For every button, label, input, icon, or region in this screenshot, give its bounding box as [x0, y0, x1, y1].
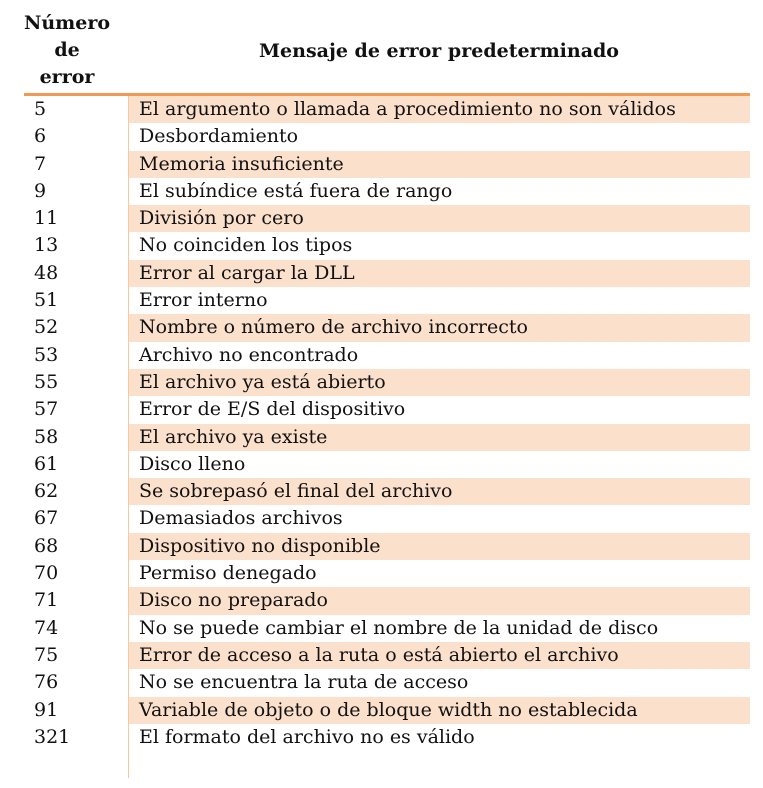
message-column-header: Mensaje de error predeterminado: [259, 40, 619, 62]
table-row: [24, 151, 750, 178]
error-message: El subíndice está fuera de rango: [128, 178, 750, 205]
error-message: El archivo ya está abierto: [128, 369, 750, 396]
error-number: 71: [34, 589, 59, 612]
table-row: [24, 369, 750, 396]
error-message: Variable de objeto o de bloque width no establecida: [128, 697, 750, 724]
error-message: Desbordamiento: [128, 123, 750, 150]
error-number: 75: [34, 643, 59, 666]
error-table: [24, 0, 750, 748]
error-message: Memoria insuficiente: [128, 151, 750, 178]
error-number: 7: [34, 152, 47, 175]
error-number: 67: [34, 507, 59, 530]
table-row: [24, 587, 750, 614]
error-message: Error interno: [128, 287, 750, 314]
error-message: No se encuentra la ruta de acceso: [128, 669, 750, 696]
error-number: 76: [34, 671, 59, 694]
table-row: [24, 560, 750, 587]
table-row: [24, 697, 750, 724]
table-row: [24, 232, 750, 259]
header-line: error: [39, 66, 95, 88]
empty-row: [24, 751, 750, 778]
error-message: No coinciden los tipos: [128, 232, 750, 259]
table-row: [24, 96, 750, 123]
table-row: [24, 342, 750, 369]
table-row: [24, 178, 750, 205]
error-number: 52: [34, 316, 59, 339]
header-line: Número: [24, 12, 111, 34]
error-message: Dispositivo no disponible: [128, 533, 750, 560]
table-row: [24, 669, 750, 696]
table-row: [24, 287, 750, 314]
number-column-header: [24, 10, 110, 91]
table-row: [24, 505, 750, 532]
error-number: 321: [34, 725, 71, 748]
table-row: [24, 451, 750, 478]
error-number: 68: [34, 534, 59, 557]
error-message: Archivo no encontrado: [128, 342, 750, 369]
error-number: 13: [34, 234, 59, 257]
table-row: [24, 533, 750, 560]
table-row: [24, 123, 750, 150]
table-row: [24, 396, 750, 423]
error-message: El argumento o llamada a procedimiento no son válidos: [128, 96, 750, 123]
error-number: 51: [34, 289, 59, 312]
table-row: [24, 424, 750, 451]
error-number: 58: [34, 425, 59, 448]
error-number: 6: [34, 125, 47, 148]
error-number: 55: [34, 370, 59, 393]
table-row: [24, 205, 750, 232]
error-message: Disco lleno: [128, 451, 750, 478]
table-row: [24, 615, 750, 642]
empty-cell: [128, 751, 750, 778]
table-row: [24, 260, 750, 287]
header-line: de: [54, 39, 80, 61]
error-message: El archivo ya existe: [128, 424, 750, 451]
error-message: Error al cargar la DLL: [128, 260, 750, 287]
table-row: [24, 642, 750, 669]
error-message: Disco no preparado: [128, 587, 750, 614]
error-message: División por cero: [128, 205, 750, 232]
table-body: [24, 96, 750, 778]
error-number: 11: [34, 207, 59, 230]
error-message: Error de E/S del dispositivo: [128, 396, 750, 423]
error-number: 74: [34, 616, 59, 639]
table-header: [24, 0, 750, 95]
error-number: 61: [34, 452, 59, 475]
error-message: El formato del archivo no es válido: [128, 724, 750, 751]
table-row: [24, 724, 750, 751]
error-number: 9: [34, 179, 47, 202]
table-row: [24, 314, 750, 341]
error-number: 53: [34, 343, 59, 366]
error-number: 57: [34, 398, 59, 421]
error-message: Demasiados archivos: [128, 505, 750, 532]
error-message: Se sobrepasó el final del archivo: [128, 478, 750, 505]
error-number: 5: [34, 98, 47, 120]
error-message: Error de acceso a la ruta o está abierto el archivo: [128, 642, 750, 669]
error-message: Nombre o número de archivo incorrecto: [128, 314, 750, 341]
error-number: 91: [34, 698, 59, 721]
error-number: 48: [34, 261, 59, 284]
error-number: 62: [34, 480, 59, 503]
table-row: [24, 478, 750, 505]
error-number: 70: [34, 562, 59, 585]
error-message: No se puede cambiar el nombre de la unidad de disco: [128, 615, 750, 642]
error-message: Permiso denegado: [128, 560, 750, 587]
